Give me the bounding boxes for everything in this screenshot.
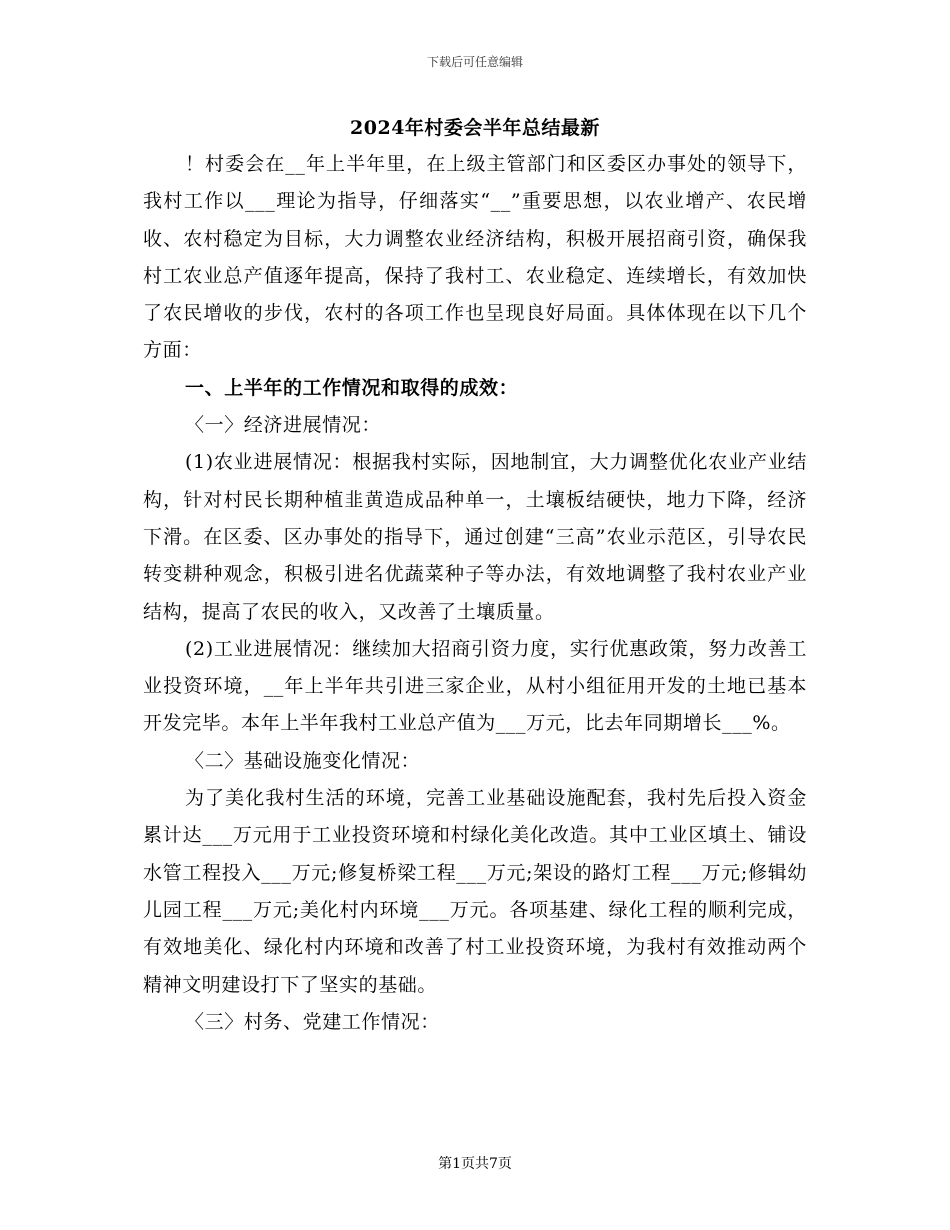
header-note: 下载后可任意编辑 — [426, 55, 523, 69]
subsection-heading-economy: 〈一〉经济进展情况： — [185, 414, 382, 437]
document-body — [143, 146, 807, 1041]
subsection-heading-village-affairs: 〈三〉村务、党建工作情况： — [185, 1010, 440, 1033]
subsection-heading-infrastructure: 〈二〉基础设施变化情况： — [185, 749, 421, 772]
paragraph-intro: ！村委会在__年上半年里，在上级主管部门和区委区办事处的领导下，我村工作以___理论为指导，仔细落实“__”重要思想，以农业增产、农民增收、农村稳定为目标，大力调整农业经济结构，积极开展招商引资，确保我村工农业总产值逐年提高，保持了我村工、农业稳定、连续增长，有效加快了农民增收的步伐，农村的各项工作也呈现良好局面。具体体现在以下几个方面： — [143, 153, 807, 362]
paragraph-agriculture: (1)农业进展情况：根据我村实际，因地制宜，大力调整优化农业产业结构，针对村民长期种植韭黄造成品种单一，土壤板结硬快，地力下降，经济下滑。在区委、区办事处的指导下，通过创建“三高”农业示范区，引导农民转变耕种观念，积极引进名优蔬菜种子等办法，有效地调整了我村农业产业结构，提高了农民的收入，又改善了土壤质量。 — [143, 451, 807, 623]
paragraph-infrastructure: 为了美化我村生活的环境，完善工业基础设施配套，我村先后投入资金累计达___万元用于工业投资环境和村绿化美化改造。其中工业区填土、铺设水管工程投入___万元;修复桥梁工程___万元;架设的路灯工程___万元;修辑幼儿园工程___万元;美化村内环境___万元。各项基建、绿化工程的顺利完成，有效地美化、绿化村内环境和改善了村工业投资环境，为我村有效推动两个精神文明建设打下了坚实的基础。 — [143, 787, 807, 996]
paragraph-industry: (2)工业进展情况：继续加大招商引资力度，实行优惠政策，努力改善工业投资环境，__年上半年共引进三家企业，从村小组征用开发的土地已基本开发完毕。本年上半年我村工业总产值为___万元，比去年同期增长___%。 — [143, 637, 807, 735]
section-heading-1: 一、上半年的工作情况和取得的成效： — [185, 376, 519, 399]
page-indicator: 第1页共7页 — [438, 1156, 512, 1172]
document-title: 2024年村委会半年总结最新 — [350, 117, 600, 139]
